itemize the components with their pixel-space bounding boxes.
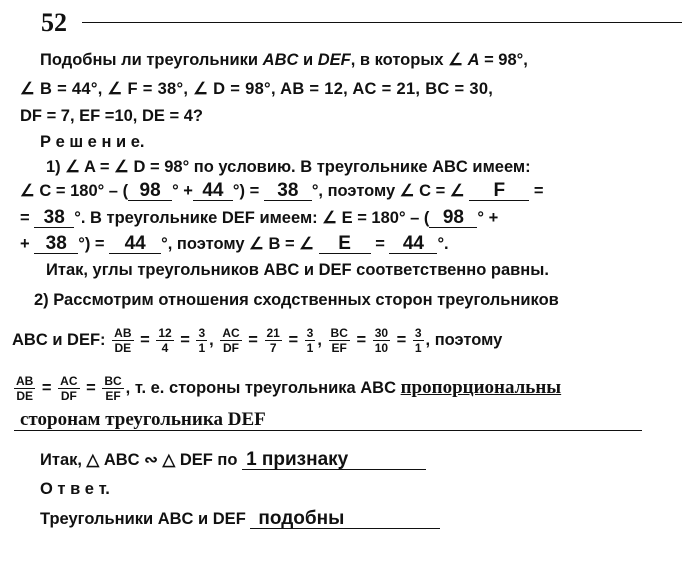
angle-a-value: = 98°, xyxy=(479,51,528,69)
den: DF xyxy=(223,341,240,356)
num: AB xyxy=(16,374,34,389)
page-number: 52 xyxy=(41,8,67,37)
ratios-tail: , поэтому xyxy=(425,331,503,349)
triangle-def: DEF xyxy=(317,51,351,69)
problem-line-3: DF = 7, EF =10, DE = 4? xyxy=(20,107,203,125)
handwritten-sides-def[interactable]: сторонам треугольника DEF xyxy=(20,409,266,430)
num: 3 xyxy=(306,326,314,341)
answer-heading: О т в е т. xyxy=(40,480,110,498)
text: = xyxy=(533,182,544,200)
den: DF xyxy=(60,389,77,404)
ratios-lead: ABC и DEF: xyxy=(12,331,106,349)
proportion-text: , т. е. стороны треугольника ABC xyxy=(125,379,397,397)
text: = xyxy=(20,209,30,227)
answer-blank-4[interactable]: F xyxy=(469,182,529,201)
den: 1 xyxy=(414,341,422,356)
text: Итак, △ ABC ∾ △ DEF по xyxy=(40,451,238,469)
conclusion-similarity xyxy=(40,450,426,470)
fraction-30-10 xyxy=(373,326,390,355)
answer-blank-2[interactable]: 44 xyxy=(193,182,233,201)
answer-line xyxy=(40,509,440,529)
proportion-line: $\frac{AB}{DE}$ = $\frac{AC}{DF}$ = $\frac{BC}{EF}$ , т. е. стороны треугольника ABC пропорциональны xyxy=(16,374,562,404)
text: °) = xyxy=(78,235,105,253)
num: BC xyxy=(104,374,122,389)
answer-blank-criterion[interactable]: 1 признаку xyxy=(242,451,426,470)
text: ° + xyxy=(172,182,193,200)
solution-heading: Р е ш е н и е. xyxy=(40,133,145,151)
solution-step-2: 2) Рассмотрим отношения сходственных сторон треугольников xyxy=(34,291,559,309)
answer-blank-7[interactable]: 38 xyxy=(34,235,78,254)
problem-text-2: , в которых ∠ xyxy=(350,51,468,69)
text: + xyxy=(20,235,30,253)
den: DE xyxy=(114,341,132,356)
den: 7 xyxy=(269,341,277,356)
fraction-3-1-c xyxy=(413,326,424,355)
text: °) = xyxy=(232,182,260,200)
conclusion-angles: Итак, углы треугольников ABC и DEF соответственно равны. xyxy=(46,261,549,279)
answer-blank-9[interactable]: E xyxy=(319,235,371,254)
num: 3 xyxy=(414,326,422,341)
fraction-12-4 xyxy=(156,326,173,355)
fraction-bc-ef xyxy=(329,326,350,355)
answer-blank-8[interactable]: 44 xyxy=(109,235,161,254)
answer-rule-sides xyxy=(14,430,642,431)
conj: и xyxy=(298,51,318,69)
num: BC xyxy=(330,326,348,341)
solution-line-2 xyxy=(20,181,544,201)
den: DE xyxy=(16,389,33,404)
den: 1 xyxy=(306,341,314,356)
solution-line-3 xyxy=(20,208,498,228)
text: °. xyxy=(437,235,449,253)
handwritten-proportional[interactable]: пропорциональны xyxy=(400,377,562,398)
solution-line-4 xyxy=(20,234,449,254)
fraction-ab-de-2 xyxy=(14,374,35,403)
den: 10 xyxy=(374,341,389,356)
fraction-3-1-b xyxy=(305,326,316,355)
num: AC xyxy=(222,326,240,341)
num: AB xyxy=(114,326,132,341)
angle-a: A xyxy=(467,51,480,69)
answer-blank-5[interactable]: 38 xyxy=(34,209,74,228)
text: Треугольники ABC и DEF xyxy=(40,510,246,528)
num: 21 xyxy=(266,326,280,341)
problem-line-1 xyxy=(40,50,528,70)
fraction-ac-df xyxy=(220,326,241,355)
den: EF xyxy=(331,341,347,356)
answer-blank-final[interactable]: подобны xyxy=(250,510,440,529)
num: 3 xyxy=(198,326,206,341)
fraction-ac-df-2 xyxy=(58,374,79,403)
text: °, поэтому ∠ B = ∠ xyxy=(161,235,315,253)
text: ° + xyxy=(477,209,499,227)
answer-blank-1[interactable]: 98 xyxy=(128,182,172,201)
fraction-ab-de xyxy=(112,326,133,355)
problem-text: Подобны ли треугольники xyxy=(40,51,263,69)
fraction-3-1-a xyxy=(196,326,207,355)
fraction-21-7 xyxy=(265,326,282,355)
solution-line-1: 1) ∠ A = ∠ D = 98° по условию. В треугольнике ABC имеем: xyxy=(46,158,531,176)
text: = xyxy=(375,235,385,253)
triangle-abc: ABC xyxy=(262,51,299,69)
den: 1 xyxy=(198,341,206,356)
answer-blank-6[interactable]: 98 xyxy=(429,209,477,228)
num: 12 xyxy=(158,326,172,341)
answer-blank-3[interactable]: 38 xyxy=(264,182,312,201)
text: ∠ C = 180° – ( xyxy=(20,182,129,200)
den: EF xyxy=(105,389,121,404)
handwritten-sides-line xyxy=(20,410,266,430)
problem-line-2: ∠ B = 44°, ∠ F = 38°, ∠ D = 98°, AB = 12, AC = 21, BC = 30, xyxy=(20,80,494,98)
ratios-line: ABC и DEF: $\frac{AB}{DE}$ = $\frac{12}{4}$ = $\frac{3}{1}$ , $\frac{AC}{DF}$ = $\frac{21}{7}$ = $\frac{3}{1}$ , $\frac{BC}{EF}$ = $\frac{30}{10}$ = $\frac{3}{1}$ , поэтому xyxy=(12,326,503,356)
num: 30 xyxy=(374,326,389,341)
den: 4 xyxy=(161,341,169,356)
text: °, поэтому ∠ C = ∠ xyxy=(311,182,465,200)
header-rule xyxy=(82,22,682,23)
fraction-bc-ef-2 xyxy=(102,374,123,403)
answer-blank-10[interactable]: 44 xyxy=(389,235,437,254)
text: °. В треугольнике DEF имеем: ∠ E = 180° – ( xyxy=(74,209,430,227)
num: AC xyxy=(60,374,78,389)
